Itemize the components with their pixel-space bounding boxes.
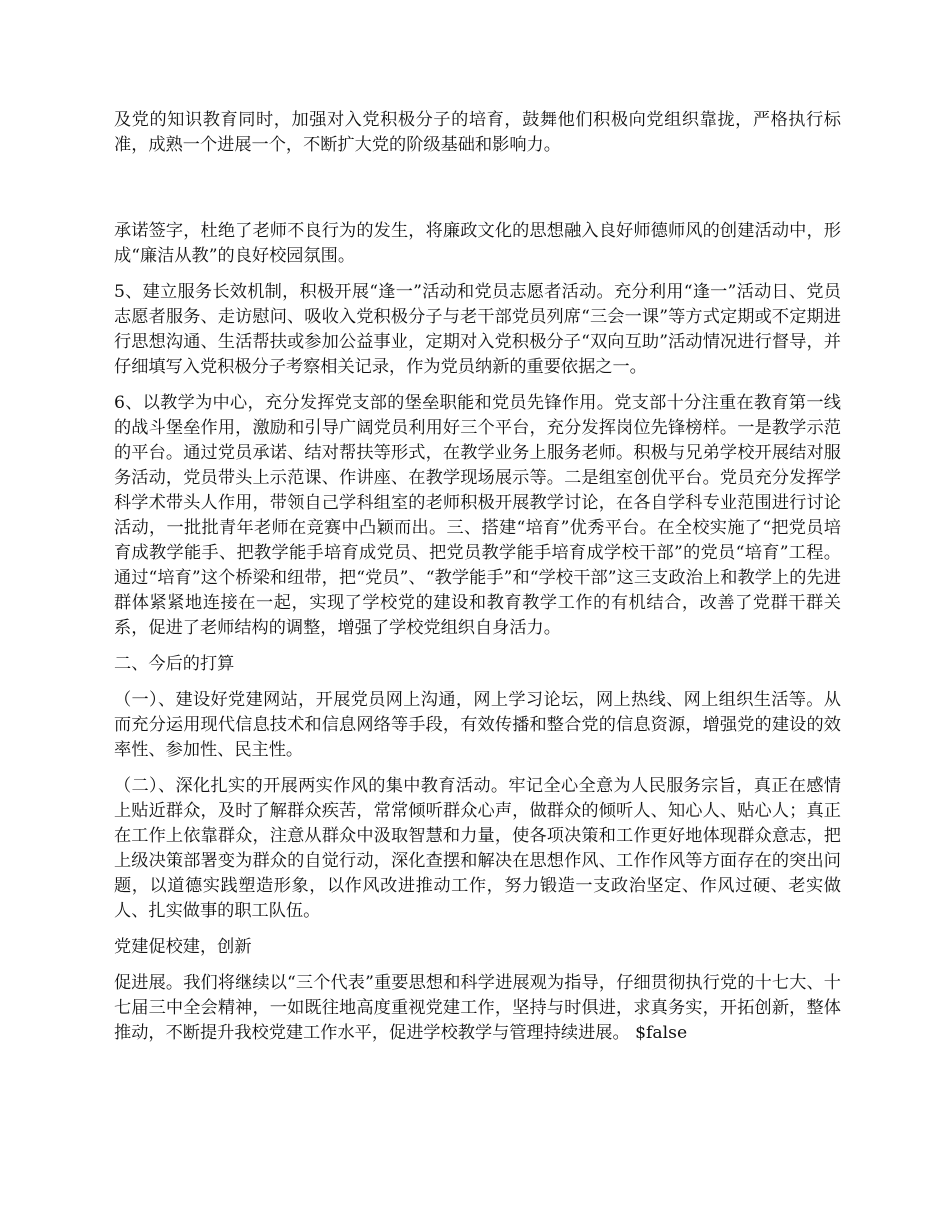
paragraph-plan-2: （二）、深化扎实的开展两实作风的集中教育活动。牢记全心全意为人民服务宗旨，真正在感情上贴近群众，及时了解群众疾苦，常常倾听群众心声，做群众的倾听人、知心人、贴心人；真正在工作上依靠群众，注意从群众中汲取智慧和力量，使各项决策和工作更好地体现群众意志，把上级决策部署变为群众的自觉行动，深化查摆和解决在思想作风、工作作风等方面存在的突出问题，以道德实践塑造形象，以作风改进推动工作，努力锻造一支政治坚定、作风过硬、老实做人、扎实做事的职工队伍。 (114, 776, 841, 921)
paragraph-item-5: 5、建立服务长效机制，积极开展“逢一”活动和党员志愿者活动。充分利用“逢一”活动日、党员志愿者服务、走访慰问、吸收入党积极分子与老干部党员列席“三会一课”等方式定期或不定期进行思想沟通、生活帮扶或参加公益事业，定期对入党积极分子“双向互助”活动情况进行督导，并仔细填写入党积极分子考察相关记录，作为党员纳新的重要依据之一。 (114, 282, 841, 377)
paragraph-party-knowledge: 及党的知识教育同时，加强对入党积极分子的培育，鼓舞他们积极向党组织靠拢，严格执行标准，成熟一个进展一个，不断扩大党的阶级基础和影响力。 (114, 110, 841, 155)
paragraph-plan-1: （一）、建设好党建网站，开展党员网上沟通，网上学习论坛，网上热线、网上组织生活等。从而充分运用现代信息技术和信息网络等手段，有效传播和整合党的信息资源，增强党的建设的效率性、参加性、民主性。 (114, 690, 841, 760)
paragraph-gap (114, 380, 841, 391)
paragraph-commitment: 承诺签字，杜绝了老师不良行为的发生，将廉政文化的思想融入良好师德师风的创建活动中，形成“廉洁从教”的良好校园氛围。 (114, 221, 841, 266)
paragraph-gap (114, 641, 841, 652)
paragraph-gap (114, 960, 841, 971)
paragraph-gap (114, 924, 841, 935)
paragraph-gap (114, 269, 841, 280)
paragraph-gap (114, 158, 841, 219)
paragraph-conclusion: 促进展。我们将继续以“三个代表”重要思想和科学进展观为指导，仔细贯彻执行党的十七大、十七届三中全会精神，一如既往地高度重视党建工作，坚持与时俱进，求真务实，开拓创新，整体推动，不断提升我校党建工作水平，促进学校教学与管理持续进展。 $false (114, 973, 841, 1043)
section-heading-future-plans: 二、今后的打算 (114, 654, 235, 674)
document-page (114, 108, 841, 1046)
paragraph-party-building: 党建促校建，创新 (114, 937, 252, 957)
paragraph-gap (114, 677, 841, 688)
paragraph-item-6: 6、以教学为中心，充分发挥党支部的堡垒职能和党员先锋作用。党支部十分注重在教育第一线的战斗堡垒作用，激励和引导广阔党员利用好三个平台，充分发挥岗位先锋榜样。一是教学示范的平台。通过党员承诺、结对帮扶等形式，在教学业务上服务老师。积极与兄弟学校开展结对服务活动，党员带头上示范课、作讲座、在教学现场展示等。二是组室创优平台。党员充分发挥学科学术带头人作用，带领自己学科组室的老师积极开展教学讨论，在各自学科专业范围进行讨论活动，一批批青年老师在竞赛中凸颖而出。三、搭建“培育”优秀平台。在全校实施了“把党员培育成教学能手、把教学能手培育成党员、把党员教学能手培育成学校干部”的党员“培育”工程。通过“培育”这个桥梁和纽带，把“党员”、“教学能手”和“学校干部”这三支政治上和教学上的先进群体紧紧地连接在一起，实现了学校党的建设和教育教学工作的有机结合，改善了党群干群关系，促进了老师结构的调整，增强了学校党组织自身活力。 (114, 393, 841, 638)
paragraph-gap (114, 763, 841, 774)
